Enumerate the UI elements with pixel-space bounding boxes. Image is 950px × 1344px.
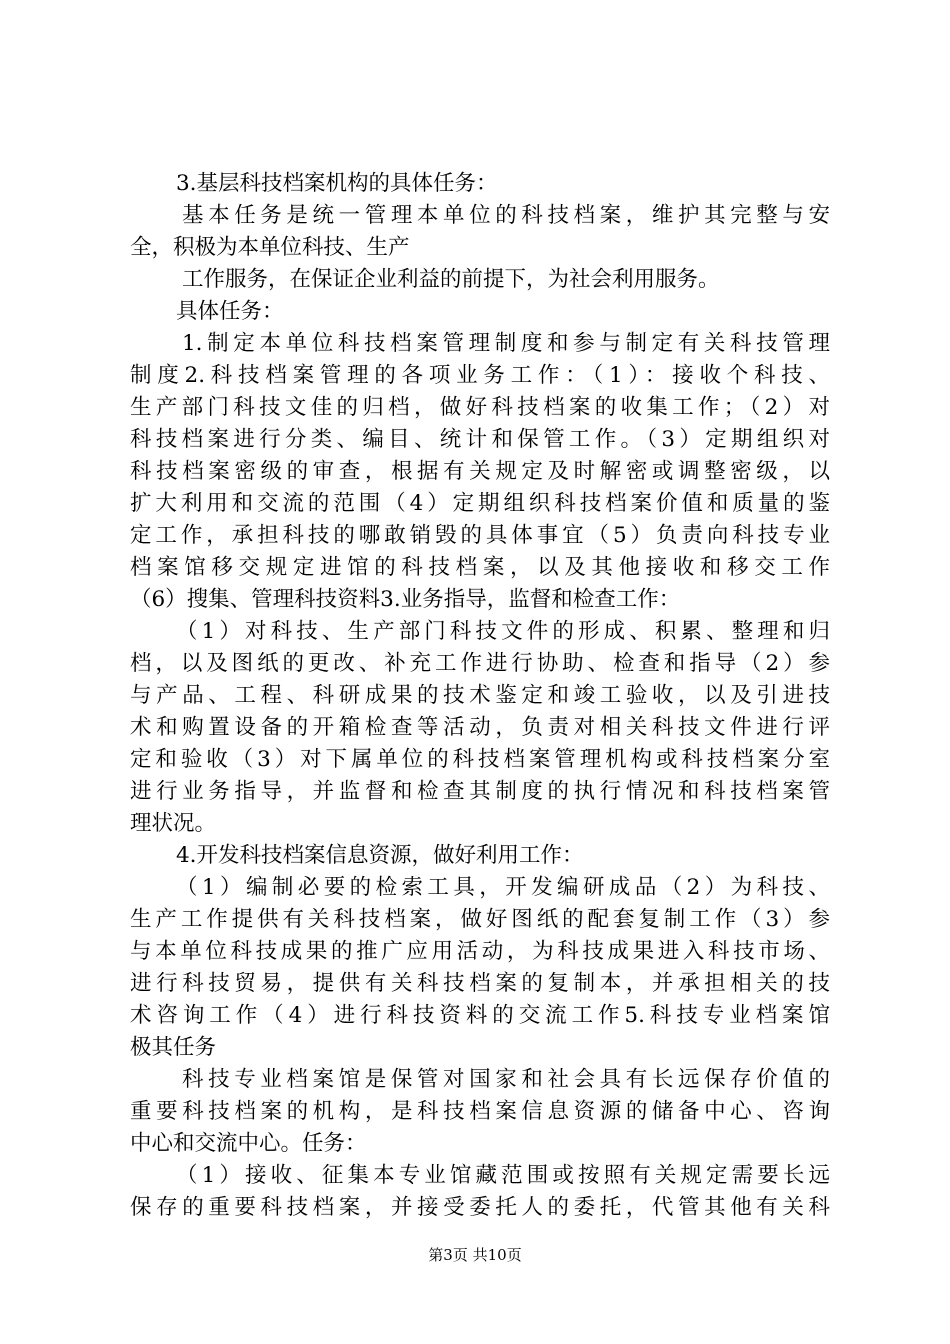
paragraph-line: 全，积极为本单位科技、生产 [130,235,410,260]
paragraph-line: 定工作，承担科技的哪敢销毁的具体事宜（5）负责向科技专业 [130,523,830,548]
paragraph-line: 术咨询工作（4）进行科技资料的交流工作5.科技专业档案馆 [130,1003,830,1028]
paragraph-line: 术和购置设备的开箱检查等活动，负责对相关科技文件进行评 [130,715,830,740]
paragraph-line: 中心和交流中心。任务： [130,1131,367,1156]
paragraph-line: 工作服务，在保证企业利益的前提下，为社会利用服务。 [182,267,720,292]
paragraph-line: 科技档案进行分类、编目、统计和保管工作。（3）定期组织对 [130,427,830,452]
paragraph-line: 科技档案密级的审查，根据有关规定及时解密或调整密级，以 [130,459,830,484]
paragraph-line: （6）搜集、管理科技资料3.业务指导，监督和检查工作： [130,587,681,612]
paragraph-line: 定和验收（3）对下属单位的科技档案管理机构或科技档案分室 [130,747,830,772]
paragraph-line: 生产部门科技文佳的归档，做好科技档案的收集工作；（2）对 [130,395,830,420]
paragraph-line: 理状况。 [130,811,217,836]
paragraph-line: 科技专业档案馆是保管对国家和社会具有长远保存价值的 [182,1067,830,1092]
paragraph-line: 制度2.科技档案管理的各项业务工作：（1）：接收个科技、 [130,363,830,388]
paragraph-line: 重要科技档案的机构，是科技档案信息资源的储备中心、咨询 [130,1099,830,1124]
paragraph-line: （1）接收、征集本专业馆藏范围或按照有关规定需要长远 [176,1163,830,1188]
paragraph-line: 生产工作提供有关科技档案，做好图纸的配套复制工作（3）参 [130,907,830,932]
paragraph-line: 1.制定本单位科技档案管理制度和参与制定有关科技管理 [182,331,830,356]
paragraph-line: 保存的重要科技档案，并接受委托人的委托，代管其他有关科 [130,1195,830,1220]
paragraph-line: 档，以及图纸的更改、补充工作进行协助、检查和指导（2）参 [130,651,830,676]
paragraph-line: 进行科技贸易，提供有关科技档案的复制本，并承担相关的技 [130,971,830,996]
paragraph-line: 基本任务是统一管理本单位的科技档案，维护其完整与安 [182,203,830,228]
paragraph-line: 具体任务： [176,299,284,324]
paragraph-line: 进行业务指导，并监督和检查其制度的执行情况和科技档案管 [130,779,830,804]
paragraph-line: （1）对科技、生产部门科技文件的形成、积累、整理和归 [176,619,830,644]
paragraph-line: 与本单位科技成果的推广应用活动，为科技成果进入科技市场、 [130,939,830,964]
paragraph-line: 扩大利用和交流的范围（4）定期组织科技档案价值和质量的鉴 [130,491,830,516]
paragraph-line: （1）编制必要的检索工具，开发编研成品（2）为科技、 [176,875,830,900]
paragraph-line: 档案馆移交规定进馆的科技档案，以及其他接收和移交工作 [130,555,830,580]
paragraph-line: 4.开发科技档案信息资源，做好利用工作： [176,843,584,868]
paragraph-line: 3.基层科技档案机构的具体任务： [176,171,498,196]
paragraph-line: 极其任务 [130,1035,217,1060]
paragraph-line: 与产品、工程、科研成果的技术鉴定和竣工验收，以及引进技 [130,683,830,708]
page-number-footer: 第3页 共10页 [428,1246,522,1264]
